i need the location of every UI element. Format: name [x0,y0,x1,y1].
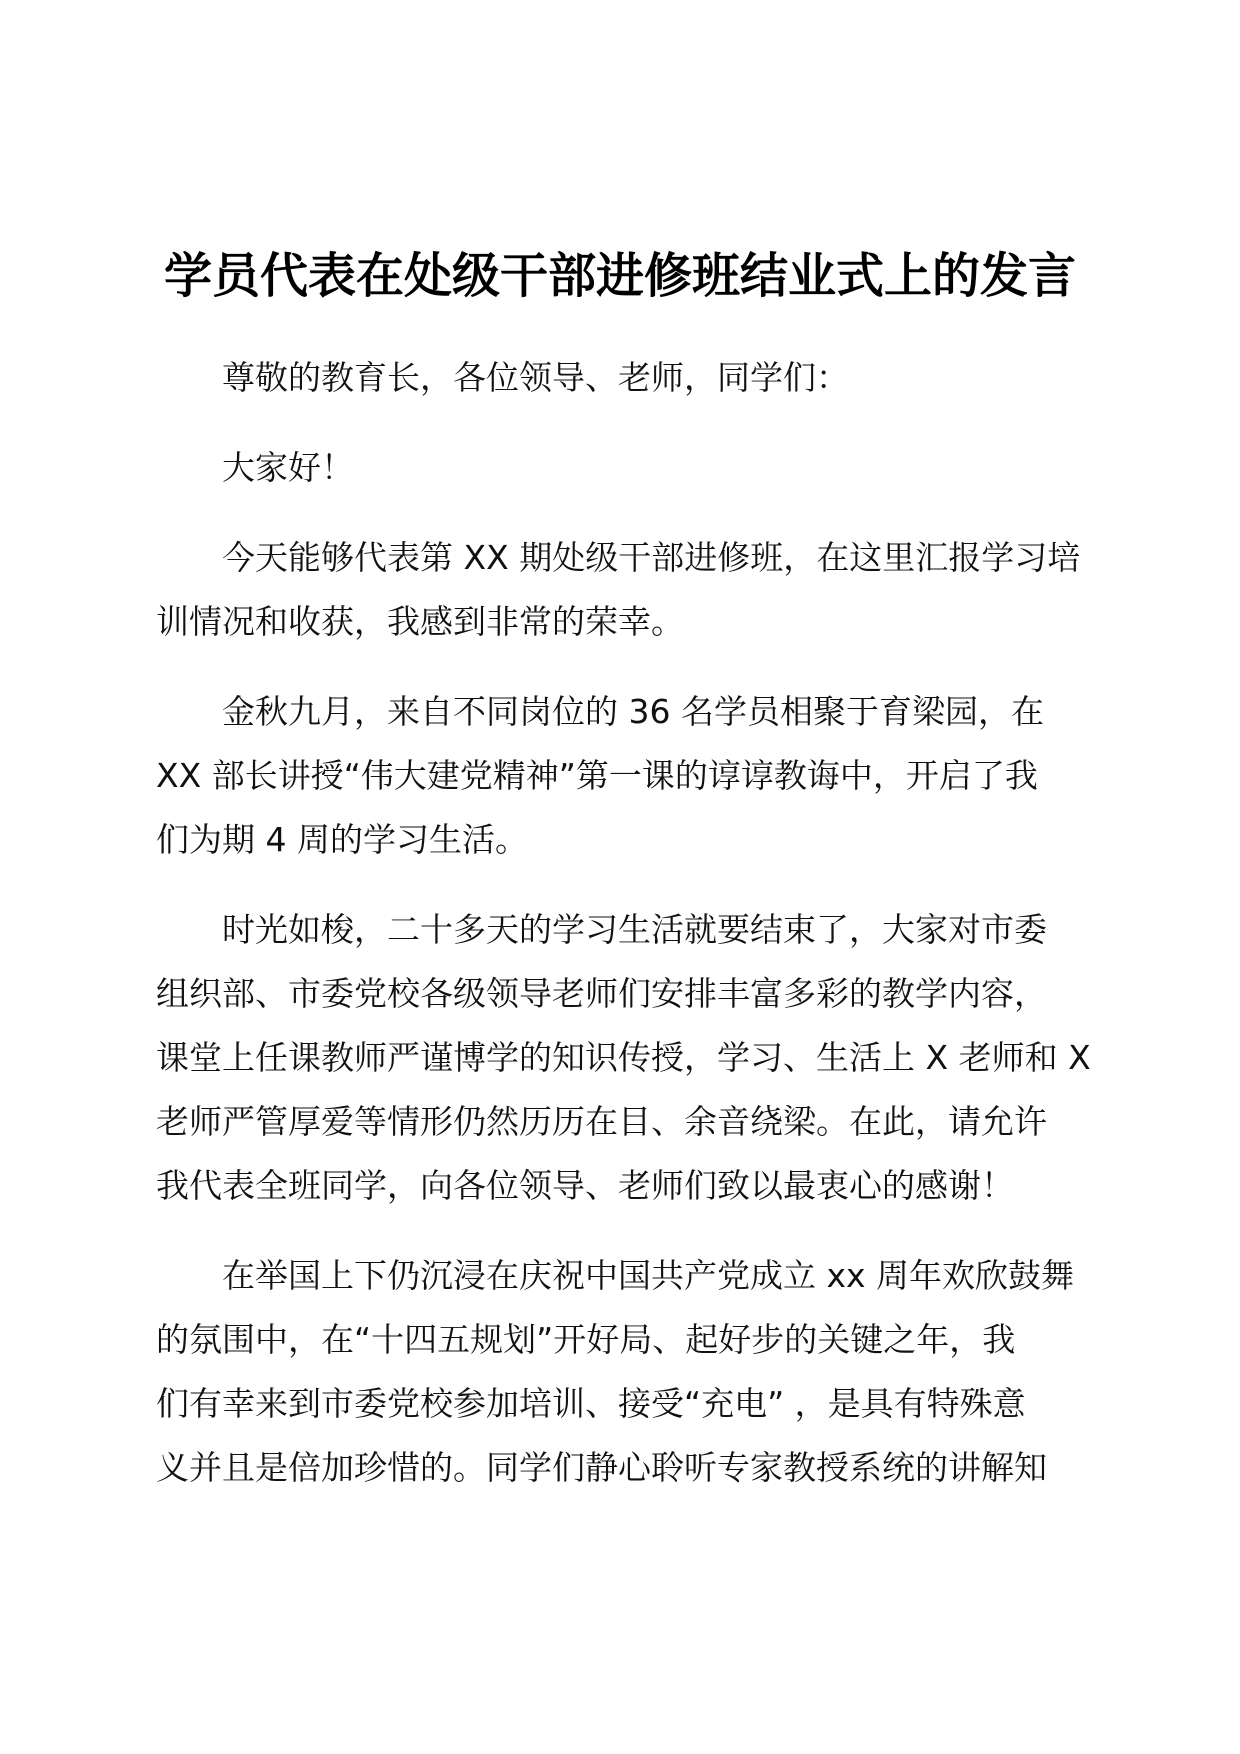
paragraph-line: 尊敬的教育长，各位领导、老师，同学们： [222,358,849,397]
paragraph-thanks [156,898,1096,1218]
paragraph-line: 我代表全班同学，向各位领导、老师们致以最衷心的感谢！ [156,1166,1014,1205]
paragraph-line: 金秋九月，来自不同岗位的 36 名学员相聚于育梁园，在 [222,692,1044,731]
paragraph-line: 训情况和收获，我感到非常的荣幸。 [156,602,684,641]
paragraph-line: 的氛围中，在“十四五规划”开好局、起好步的关键之年，我 [156,1320,1016,1359]
paragraph-salutation [156,346,1096,410]
paragraph-line: 们有幸来到市委党校参加培训、接受“充电” ，是具有特殊意 [156,1384,1026,1423]
paragraph-greeting [156,436,1096,500]
paragraph-line: XX 部长讲授“伟大建党精神”第一课的谆谆教诲中，开启了我 [156,756,1038,795]
paragraph-line: 课堂上任课教师严谨博学的知识传授，学习、生活上 X 老师和 X [156,1038,1091,1077]
paragraph-line: 大家好！ [222,448,354,487]
paragraph-intro [156,526,1096,654]
paragraph-line: 今天能够代表第 XX 期处级干部进修班，在这里汇报学习培 [222,538,1081,577]
paragraph-line: 们为期 4 周的学习生活。 [156,820,528,859]
paragraph-line: 义并且是倍加珍惜的。同学们静心聆听专家教授系统的讲解知 [156,1448,1047,1487]
document-title: 学员代表在处级干部进修班结业式上的发言 [163,248,1076,304]
document-body [156,346,1096,1526]
paragraph-context [156,1244,1096,1500]
paragraph-line: 时光如梭，二十多天的学习生活就要结束了，大家对市委 [222,910,1047,949]
paragraph-autumn [156,680,1096,872]
paragraph-line: 组织部、市委党校各级领导老师们安排丰富多彩的教学内容， [156,974,1047,1013]
paragraph-line: 老师严管厚爱等情形仍然历历在目、余音绕梁。在此，请允许 [156,1102,1047,1141]
paragraph-line: 在举国上下仍沉浸在庆祝中国共产党成立 xx 周年欢欣鼓舞 [222,1256,1075,1295]
